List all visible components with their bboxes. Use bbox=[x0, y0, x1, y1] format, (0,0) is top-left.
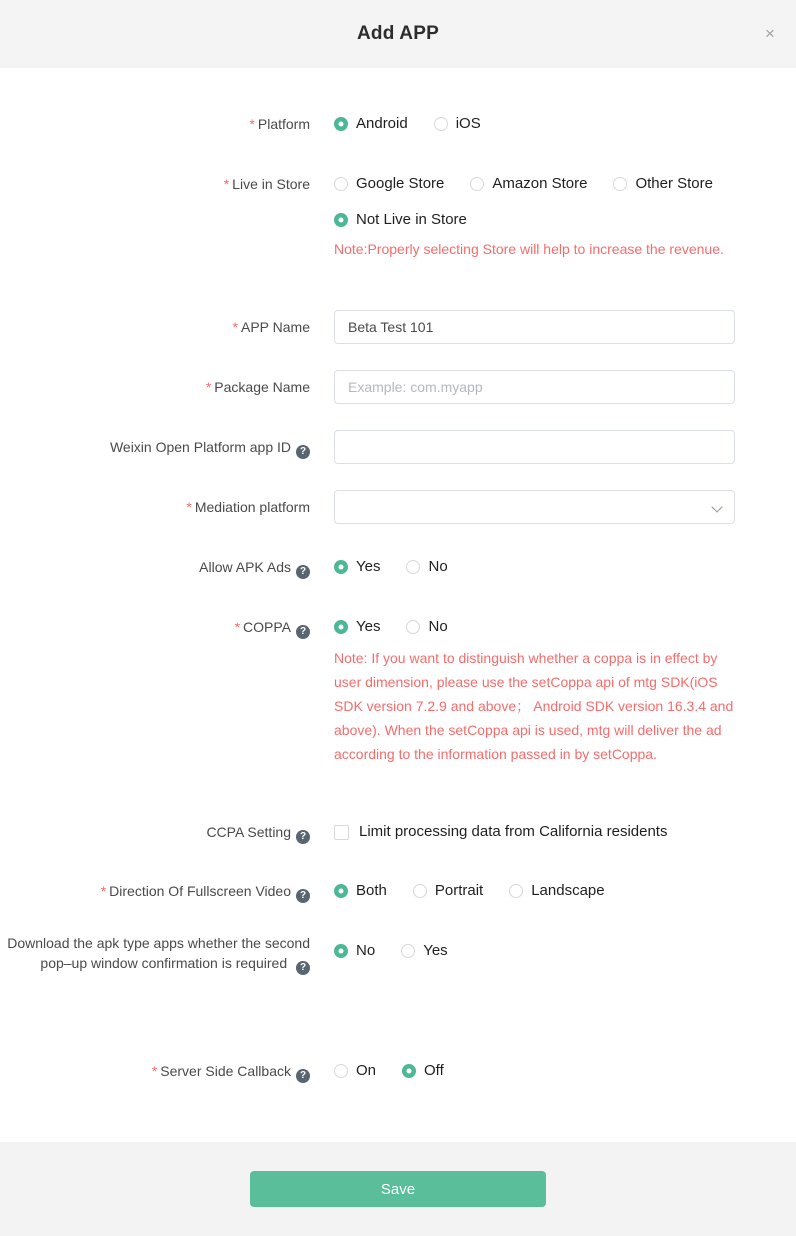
help-icon[interactable]: ? bbox=[296, 445, 310, 459]
live-in-store-options-row1 bbox=[334, 174, 735, 194]
allow-apk-ads-options bbox=[334, 557, 735, 577]
radio-option-portrait[interactable]: Portrait bbox=[413, 881, 483, 901]
live-in-store-label: * Live in Store bbox=[223, 176, 310, 192]
row-allow-apk-ads bbox=[0, 557, 796, 579]
required-asterisk: * bbox=[205, 379, 212, 395]
close-icon[interactable]: × bbox=[765, 24, 775, 43]
package-name-label: * Package Name bbox=[205, 379, 310, 395]
ccpa-checkbox-group bbox=[334, 822, 735, 842]
required-asterisk: * bbox=[151, 1063, 158, 1079]
radio-option-not-live-in-store[interactable]: Not Live in Store bbox=[334, 210, 467, 230]
row-server-side-callback bbox=[0, 1061, 796, 1083]
required-asterisk: * bbox=[223, 176, 230, 192]
ccpa-setting-label: CCPA Setting ? bbox=[0, 822, 310, 844]
help-icon[interactable]: ? bbox=[296, 889, 310, 903]
dialog-footer bbox=[0, 1142, 796, 1236]
row-weixin-app-id bbox=[0, 430, 796, 464]
row-direction-fullscreen-video bbox=[0, 881, 796, 903]
coppa-label: * COPPA ? bbox=[0, 617, 310, 639]
apk-download-confirm-options bbox=[334, 941, 735, 961]
required-asterisk: * bbox=[100, 883, 107, 899]
row-mediation-platform bbox=[0, 490, 796, 524]
row-ccpa-setting bbox=[0, 822, 796, 844]
radio-icon bbox=[406, 560, 420, 574]
app-name-input[interactable] bbox=[334, 310, 735, 344]
radio-option-coppa-yes[interactable]: Yes bbox=[334, 617, 380, 637]
weixin-app-id-label: Weixin Open Platform app ID ? bbox=[0, 430, 310, 464]
radio-option-download-no[interactable]: No bbox=[334, 941, 375, 961]
chevron-down-icon bbox=[713, 503, 722, 512]
required-asterisk: * bbox=[186, 499, 192, 515]
radio-option-apk-ads-no[interactable]: No bbox=[406, 557, 447, 577]
radio-option-android[interactable]: Android bbox=[334, 114, 408, 134]
help-icon[interactable]: ? bbox=[296, 1069, 310, 1083]
allow-apk-ads-label: Allow APK Ads ? bbox=[0, 557, 310, 579]
direction-options bbox=[334, 881, 735, 901]
help-icon[interactable]: ? bbox=[296, 565, 310, 579]
checkbox-icon bbox=[334, 825, 349, 840]
row-platform bbox=[0, 114, 796, 134]
radio-icon bbox=[509, 884, 523, 898]
radio-option-amazon-store[interactable]: Amazon Store bbox=[470, 174, 587, 194]
radio-icon bbox=[334, 884, 348, 898]
coppa-note: Note: If you want to distinguish whether a coppa is in effect by user dimension, please use the setCoppa api of mtg SDK(iOS SDK version 7.2.9 and above； Android SDK version 16.3.4 and above). When the setCoppa api is used, mtg will deliver the ad according to the information passed in by setCoppa. bbox=[334, 650, 734, 762]
help-icon[interactable]: ? bbox=[296, 625, 310, 639]
app-name-label: * APP Name bbox=[232, 319, 310, 335]
server-side-callback-label: * Server Side Callback ? bbox=[0, 1061, 310, 1083]
mediation-platform-label: * Mediation platform bbox=[186, 499, 310, 515]
required-asterisk: * bbox=[232, 319, 238, 335]
radio-icon bbox=[613, 177, 627, 191]
radio-option-other-store[interactable]: Other Store bbox=[613, 174, 713, 194]
dialog-header bbox=[0, 0, 796, 68]
radio-icon bbox=[334, 560, 348, 574]
radio-icon bbox=[406, 620, 420, 634]
server-side-callback-options bbox=[334, 1061, 735, 1081]
radio-icon bbox=[334, 620, 348, 634]
help-icon[interactable]: ? bbox=[296, 961, 310, 975]
radio-icon bbox=[434, 117, 448, 131]
radio-option-download-yes[interactable]: Yes bbox=[401, 941, 447, 961]
radio-option-both[interactable]: Both bbox=[334, 881, 387, 901]
radio-option-callback-on[interactable]: On bbox=[334, 1061, 376, 1081]
radio-icon bbox=[334, 117, 348, 131]
row-app-name bbox=[0, 310, 796, 344]
live-in-store-note: Note:Properly selecting Store will help to increase the revenue. bbox=[334, 241, 724, 257]
platform-options bbox=[334, 114, 735, 134]
package-name-input[interactable] bbox=[334, 370, 735, 404]
radio-option-google-store[interactable]: Google Store bbox=[334, 174, 444, 194]
coppa-options bbox=[334, 617, 735, 637]
radio-icon bbox=[401, 944, 415, 958]
row-apk-download-confirm bbox=[0, 933, 796, 975]
row-live-in-store-2 bbox=[0, 210, 796, 230]
radio-option-ios[interactable]: iOS bbox=[434, 114, 481, 134]
radio-icon bbox=[334, 177, 348, 191]
save-button[interactable]: Save bbox=[250, 1171, 546, 1207]
ccpa-checkbox[interactable]: Limit processing data from California residents bbox=[334, 822, 667, 842]
radio-icon bbox=[334, 1064, 348, 1078]
radio-option-landscape[interactable]: Landscape bbox=[509, 881, 604, 901]
dialog-title: Add APP bbox=[357, 23, 439, 44]
radio-icon bbox=[402, 1064, 416, 1078]
radio-icon bbox=[334, 944, 348, 958]
row-coppa bbox=[0, 617, 796, 639]
radio-option-apk-ads-yes[interactable]: Yes bbox=[334, 557, 380, 577]
row-package-name bbox=[0, 370, 796, 404]
direction-fullscreen-video-label: * Direction Of Fullscreen Video ? bbox=[0, 881, 310, 903]
required-asterisk: * bbox=[234, 619, 241, 635]
platform-label: * Platform bbox=[249, 116, 310, 132]
required-asterisk: * bbox=[249, 116, 255, 132]
help-icon[interactable]: ? bbox=[296, 830, 310, 844]
radio-option-callback-off[interactable]: Off bbox=[402, 1061, 444, 1081]
apk-download-confirm-label: Download the apk type apps whether the second pop–up window confirmation is required ? bbox=[7, 935, 310, 973]
mediation-platform-select[interactable] bbox=[334, 490, 735, 524]
row-live-in-store bbox=[0, 174, 796, 194]
weixin-app-id-input[interactable] bbox=[334, 430, 735, 464]
radio-icon bbox=[413, 884, 427, 898]
radio-option-coppa-no[interactable]: No bbox=[406, 617, 447, 637]
radio-icon bbox=[334, 213, 348, 227]
live-in-store-options-row2 bbox=[334, 210, 735, 230]
radio-icon bbox=[470, 177, 484, 191]
